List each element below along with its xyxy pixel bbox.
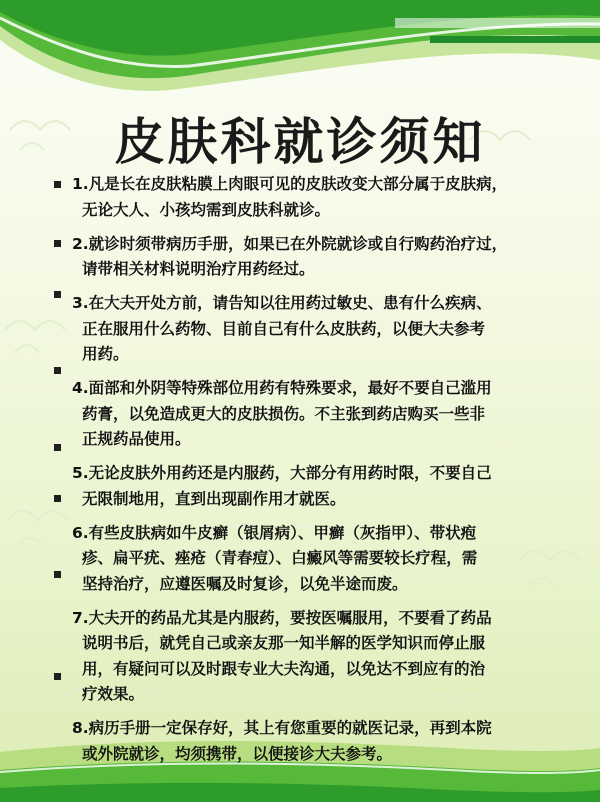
notice-line: 药膏，以免造成更大的皮肤损伤。不主张到药店购买一些非 — [82, 404, 486, 423]
notice-line: 疗效果。 — [82, 685, 145, 703]
notice-line: 无论大人、小孩均需到皮肤科就诊。 — [82, 200, 331, 219]
bullet-icon — [54, 181, 61, 680]
list-item — [72, 172, 572, 223]
notice-line: 疹、扁平疣、痤疮（青春痘）、白癜风等需要较长疗程，需 — [82, 549, 478, 567]
list-item — [72, 606, 572, 708]
notice-line: 说明书后，就凭自己或亲友那一知半解的医学知识而停止服 — [82, 634, 486, 652]
notice-line: 1.凡是长在皮肤粘膜上肉眼可见的皮肤改变大部分属于皮肤病， — [72, 175, 508, 193]
notice-line: 3.在大夫开处方前，请告知以往用药过敏史、患有什么疾病、 — [72, 294, 492, 312]
notice-line: 无限制地用，直到出现副作用才就医。 — [82, 489, 346, 508]
top-right-bar — [430, 36, 600, 43]
notice-line: 8.病历手册一定保存好，其上有您重要的就医记录，再到本院 — [72, 719, 492, 737]
notice-line: 2.就诊时须带病历手册，如果已在外院就诊或自行购药治疗过， — [72, 234, 508, 253]
list-item — [72, 521, 572, 598]
notice-line: 用，有疑问可以及时跟专业大夫沟通，以免达不到应有的治 — [82, 659, 486, 678]
list-item — [72, 232, 572, 283]
notice-line: 4.面部和外阴等特殊部位用药有特殊要求，最好不要自己滥用 — [72, 379, 492, 397]
top-right-bar — [395, 18, 600, 28]
list-item — [72, 376, 572, 453]
page-title: 皮肤科就诊须知 — [114, 112, 486, 171]
notice-line: 5.无论皮肤外用药还是内服药，大部分有用药时限，不要自己 — [72, 464, 492, 482]
notice-line: 正在服用什么药物、目前自己有什么皮肤药，以便大夫参考 — [82, 319, 486, 338]
notice-line: 用药。 — [82, 345, 129, 363]
list-item — [72, 716, 572, 767]
list-item — [72, 461, 572, 512]
notice-line: 6.有些皮肤病如牛皮癣（银屑病）、甲癣（灰指甲）、带状疱 — [72, 523, 477, 542]
notice-line: 或外院就诊，均须携带，以便接诊大夫参考。 — [82, 744, 393, 763]
list-item — [72, 291, 572, 368]
notice-line: 7.大夫开的药品尤其是内服药，要按医嘱服用，不要看了药品 — [72, 608, 492, 627]
notice-line: 坚持治疗，应遵医嘱及时复诊，以免半途而废。 — [82, 574, 408, 593]
notice-line: 请带相关材料说明治疗用药经过。 — [82, 260, 315, 278]
notice-list — [72, 172, 572, 776]
notice-line: 正规药品使用。 — [82, 430, 191, 448]
